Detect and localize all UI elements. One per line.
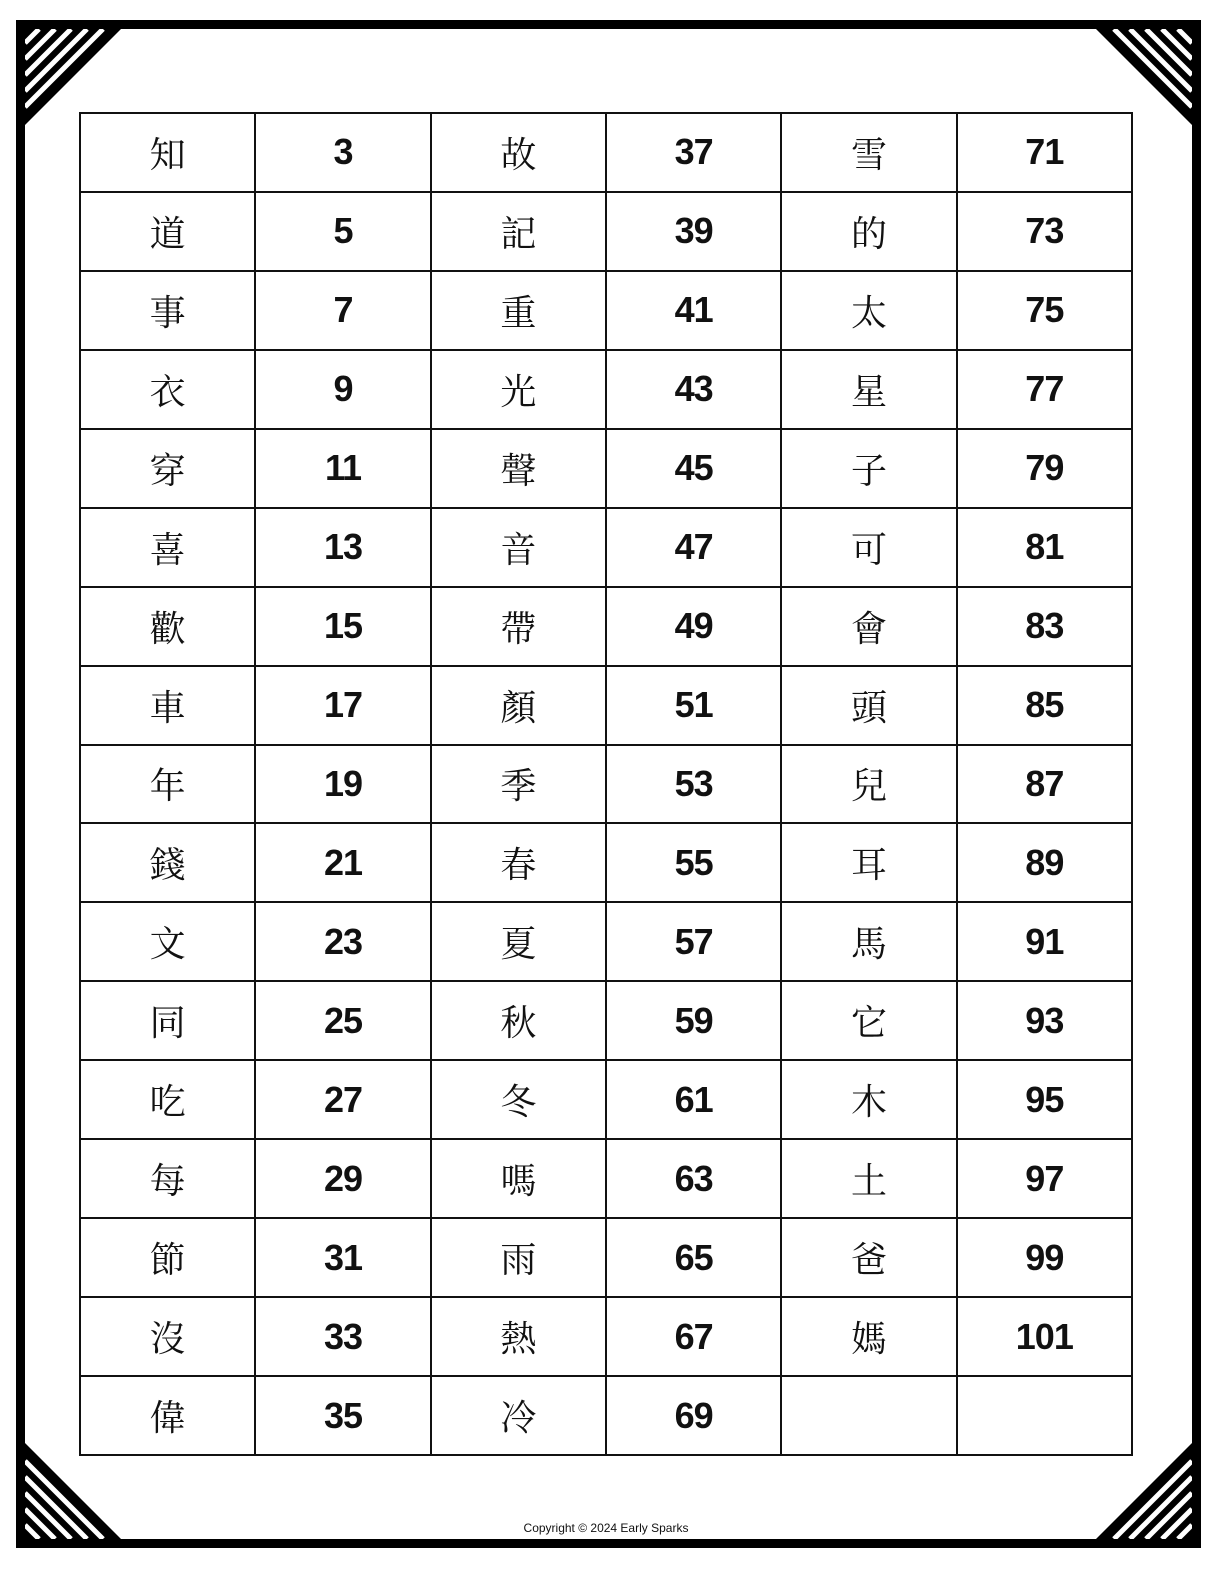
number-cell: 11 bbox=[255, 429, 430, 508]
character-cell: 錢 bbox=[80, 823, 255, 902]
character-cell: 春 bbox=[431, 823, 606, 902]
character-cell: 可 bbox=[781, 508, 956, 587]
number-cell: 9 bbox=[255, 350, 430, 429]
number-cell: 47 bbox=[606, 508, 781, 587]
character-cell: 會 bbox=[781, 587, 956, 666]
character-cell: 木 bbox=[781, 1060, 956, 1139]
number-cell: 73 bbox=[957, 192, 1132, 271]
table-row bbox=[80, 508, 1132, 587]
table-row bbox=[80, 429, 1132, 508]
character-cell: 它 bbox=[781, 981, 956, 1060]
number-cell: 7 bbox=[255, 271, 430, 350]
number-cell: 61 bbox=[606, 1060, 781, 1139]
character-cell: 偉 bbox=[80, 1376, 255, 1455]
table-row bbox=[80, 1297, 1132, 1376]
character-cell: 衣 bbox=[80, 350, 255, 429]
number-cell: 99 bbox=[957, 1218, 1132, 1297]
table-row bbox=[80, 192, 1132, 271]
character-cell: 太 bbox=[781, 271, 956, 350]
character-cell: 道 bbox=[80, 192, 255, 271]
character-cell: 兒 bbox=[781, 745, 956, 824]
character-cell: 頭 bbox=[781, 666, 956, 745]
character-cell: 子 bbox=[781, 429, 956, 508]
character-cell: 音 bbox=[431, 508, 606, 587]
character-cell: 秋 bbox=[431, 981, 606, 1060]
number-cell: 89 bbox=[957, 823, 1132, 902]
character-cell bbox=[781, 1376, 956, 1455]
number-cell: 81 bbox=[957, 508, 1132, 587]
number-cell: 49 bbox=[606, 587, 781, 666]
number-cell: 35 bbox=[255, 1376, 430, 1455]
character-cell: 媽 bbox=[781, 1297, 956, 1376]
copyright-notice: Copyright © 2024 Early Sparks bbox=[523, 1521, 689, 1535]
table-row bbox=[80, 902, 1132, 981]
number-cell: 77 bbox=[957, 350, 1132, 429]
table-body bbox=[80, 113, 1132, 1455]
number-cell: 45 bbox=[606, 429, 781, 508]
number-cell: 57 bbox=[606, 902, 781, 981]
number-cell: 91 bbox=[957, 902, 1132, 981]
number-cell: 39 bbox=[606, 192, 781, 271]
number-cell: 69 bbox=[606, 1376, 781, 1455]
number-cell: 59 bbox=[606, 981, 781, 1060]
character-cell: 每 bbox=[80, 1139, 255, 1218]
table-row bbox=[80, 1218, 1132, 1297]
number-cell: 23 bbox=[255, 902, 430, 981]
number-cell: 29 bbox=[255, 1139, 430, 1218]
character-cell: 土 bbox=[781, 1139, 956, 1218]
number-cell: 21 bbox=[255, 823, 430, 902]
number-cell: 101 bbox=[957, 1297, 1132, 1376]
corner-stripes-icon bbox=[1096, 29, 1192, 125]
character-cell: 顏 bbox=[431, 666, 606, 745]
number-cell: 37 bbox=[606, 113, 781, 192]
number-cell: 75 bbox=[957, 271, 1132, 350]
character-cell: 星 bbox=[781, 350, 956, 429]
character-cell: 同 bbox=[80, 981, 255, 1060]
number-cell: 41 bbox=[606, 271, 781, 350]
table-row bbox=[80, 1139, 1132, 1218]
table-row bbox=[80, 350, 1132, 429]
character-cell: 沒 bbox=[80, 1297, 255, 1376]
number-cell: 43 bbox=[606, 350, 781, 429]
number-cell: 55 bbox=[606, 823, 781, 902]
table-row bbox=[80, 981, 1132, 1060]
character-cell: 節 bbox=[80, 1218, 255, 1297]
character-cell: 文 bbox=[80, 902, 255, 981]
number-cell: 87 bbox=[957, 745, 1132, 824]
number-cell: 17 bbox=[255, 666, 430, 745]
number-cell: 67 bbox=[606, 1297, 781, 1376]
number-cell: 51 bbox=[606, 666, 781, 745]
character-cell: 重 bbox=[431, 271, 606, 350]
number-cell: 15 bbox=[255, 587, 430, 666]
number-cell: 3 bbox=[255, 113, 430, 192]
number-cell: 31 bbox=[255, 1218, 430, 1297]
character-cell: 雪 bbox=[781, 113, 956, 192]
character-cell: 知 bbox=[80, 113, 255, 192]
number-cell: 25 bbox=[255, 981, 430, 1060]
character-cell: 穿 bbox=[80, 429, 255, 508]
character-cell: 光 bbox=[431, 350, 606, 429]
number-cell: 33 bbox=[255, 1297, 430, 1376]
table-row bbox=[80, 823, 1132, 902]
number-cell: 13 bbox=[255, 508, 430, 587]
character-cell: 帶 bbox=[431, 587, 606, 666]
character-cell: 記 bbox=[431, 192, 606, 271]
number-cell: 79 bbox=[957, 429, 1132, 508]
number-cell: 85 bbox=[957, 666, 1132, 745]
number-cell: 63 bbox=[606, 1139, 781, 1218]
number-cell: 97 bbox=[957, 1139, 1132, 1218]
character-cell: 雨 bbox=[431, 1218, 606, 1297]
character-cell: 冷 bbox=[431, 1376, 606, 1455]
number-cell: 53 bbox=[606, 745, 781, 824]
number-cell: 5 bbox=[255, 192, 430, 271]
number-cell: 93 bbox=[957, 981, 1132, 1060]
character-cell: 喜 bbox=[80, 508, 255, 587]
character-cell: 車 bbox=[80, 666, 255, 745]
number-cell: 83 bbox=[957, 587, 1132, 666]
table-row bbox=[80, 113, 1132, 192]
character-cell: 季 bbox=[431, 745, 606, 824]
character-cell: 嗎 bbox=[431, 1139, 606, 1218]
character-cell: 冬 bbox=[431, 1060, 606, 1139]
character-cell: 夏 bbox=[431, 902, 606, 981]
character-cell: 吃 bbox=[80, 1060, 255, 1139]
number-cell: 65 bbox=[606, 1218, 781, 1297]
number-cell: 27 bbox=[255, 1060, 430, 1139]
number-cell: 19 bbox=[255, 745, 430, 824]
number-cell: 71 bbox=[957, 113, 1132, 192]
table-row bbox=[80, 271, 1132, 350]
character-cell: 故 bbox=[431, 113, 606, 192]
table-row bbox=[80, 1376, 1132, 1455]
number-cell bbox=[957, 1376, 1132, 1455]
character-cell: 耳 bbox=[781, 823, 956, 902]
corner-stripes-icon bbox=[25, 29, 121, 125]
character-number-table bbox=[79, 112, 1133, 1456]
character-cell: 事 bbox=[80, 271, 255, 350]
character-cell: 年 bbox=[80, 745, 255, 824]
table-row bbox=[80, 745, 1132, 824]
table-row bbox=[80, 666, 1132, 745]
character-cell: 爸 bbox=[781, 1218, 956, 1297]
table-row bbox=[80, 1060, 1132, 1139]
character-cell: 聲 bbox=[431, 429, 606, 508]
character-cell: 熱 bbox=[431, 1297, 606, 1376]
character-cell: 的 bbox=[781, 192, 956, 271]
character-cell: 馬 bbox=[781, 902, 956, 981]
table-row bbox=[80, 587, 1132, 666]
number-cell: 95 bbox=[957, 1060, 1132, 1139]
character-cell: 歡 bbox=[80, 587, 255, 666]
